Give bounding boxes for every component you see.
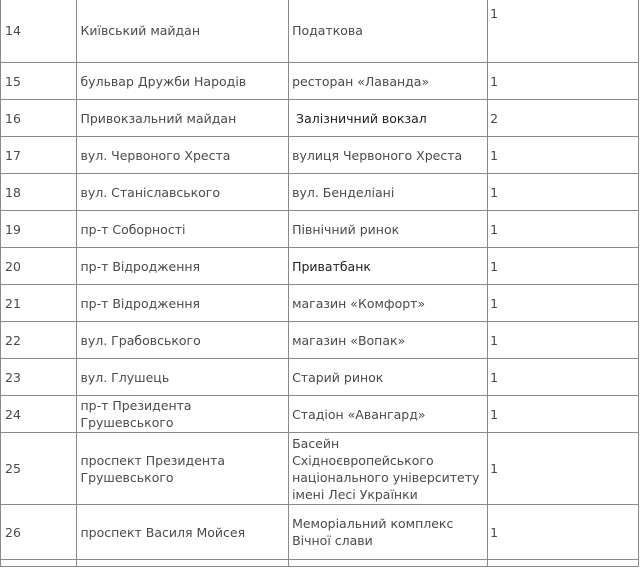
count-cell: 1 — [488, 174, 639, 211]
empty-cell — [77, 560, 289, 567]
table-row — [1, 396, 639, 433]
row-number: 19 — [1, 211, 77, 248]
place-cell: магазин «Вопак» — [289, 322, 488, 359]
count-cell: 1 — [488, 137, 639, 174]
place-cell: Північний ринок — [289, 211, 488, 248]
count-cell: 1 — [488, 0, 639, 63]
table-row — [1, 137, 639, 174]
street-cell: вул. Червоного Хреста — [77, 137, 289, 174]
row-number: 14 — [1, 0, 77, 63]
table-row — [1, 248, 639, 285]
count-cell: 1 — [488, 285, 639, 322]
row-number: 20 — [1, 248, 77, 285]
empty-cell — [289, 560, 488, 567]
street-cell: пр-т Соборності — [77, 211, 289, 248]
street-cell: вул. Грабовського — [77, 322, 289, 359]
place-cell: Податкова — [289, 0, 488, 63]
street-cell: проспект Президента Грушевського — [77, 433, 289, 505]
count-cell: 1 — [488, 396, 639, 433]
place-cell: вулиця Червоного Хреста — [289, 137, 488, 174]
table-row — [1, 63, 639, 100]
table-row — [1, 0, 639, 63]
street-cell: Привокзальний майдан — [77, 100, 289, 137]
street-cell: вул. Глушець — [77, 359, 289, 396]
street-cell: пр-т Президента Грушевського — [77, 396, 289, 433]
row-number: 16 — [1, 100, 77, 137]
place-cell: Приватбанк — [289, 248, 488, 285]
street-cell: Київський майдан — [77, 0, 289, 63]
count-cell: 1 — [488, 505, 639, 560]
row-number: 18 — [1, 174, 77, 211]
count-cell: 2 — [488, 100, 639, 137]
place-cell: Старий ринок — [289, 359, 488, 396]
row-number: 17 — [1, 137, 77, 174]
table-row — [1, 322, 639, 359]
row-number: 24 — [1, 396, 77, 433]
empty-cell — [488, 560, 639, 567]
street-cell: пр-т Відродження — [77, 248, 289, 285]
table-row — [1, 211, 639, 248]
street-cell: пр-т Відродження — [77, 285, 289, 322]
count-cell: 1 — [488, 433, 639, 505]
row-number: 21 — [1, 285, 77, 322]
table-row — [1, 505, 639, 560]
count-cell: 1 — [488, 248, 639, 285]
table-row — [1, 433, 639, 505]
place-cell: магазин «Комфорт» — [289, 285, 488, 322]
place-cell: Стадіон «Авангард» — [289, 396, 488, 433]
count-cell: 1 — [488, 211, 639, 248]
table-row-partial — [1, 560, 639, 567]
table-row — [1, 359, 639, 396]
count-cell: 1 — [488, 63, 639, 100]
street-cell: вул. Станіславського — [77, 174, 289, 211]
place-cell: Басейн Східноєвропейського національного університету імені Лесі Українки — [289, 433, 488, 505]
empty-cell — [1, 560, 77, 567]
row-number: 26 — [1, 505, 77, 560]
street-cell: проспект Василя Мойсея — [77, 505, 289, 560]
place-cell: Меморіальний комплекс Вічної слави — [289, 505, 488, 560]
row-number: 23 — [1, 359, 77, 396]
count-cell: 1 — [488, 359, 639, 396]
table-row — [1, 174, 639, 211]
table-row — [1, 100, 639, 137]
street-cell: бульвар Дружби Народів — [77, 63, 289, 100]
row-number: 22 — [1, 322, 77, 359]
row-number: 15 — [1, 63, 77, 100]
place-cell: вул. Бенделіані — [289, 174, 488, 211]
table-row — [1, 285, 639, 322]
place-cell: Залізничний вокзал — [289, 100, 488, 137]
count-cell: 1 — [488, 322, 639, 359]
row-number: 25 — [1, 433, 77, 505]
place-cell: ресторан «Лаванда» — [289, 63, 488, 100]
